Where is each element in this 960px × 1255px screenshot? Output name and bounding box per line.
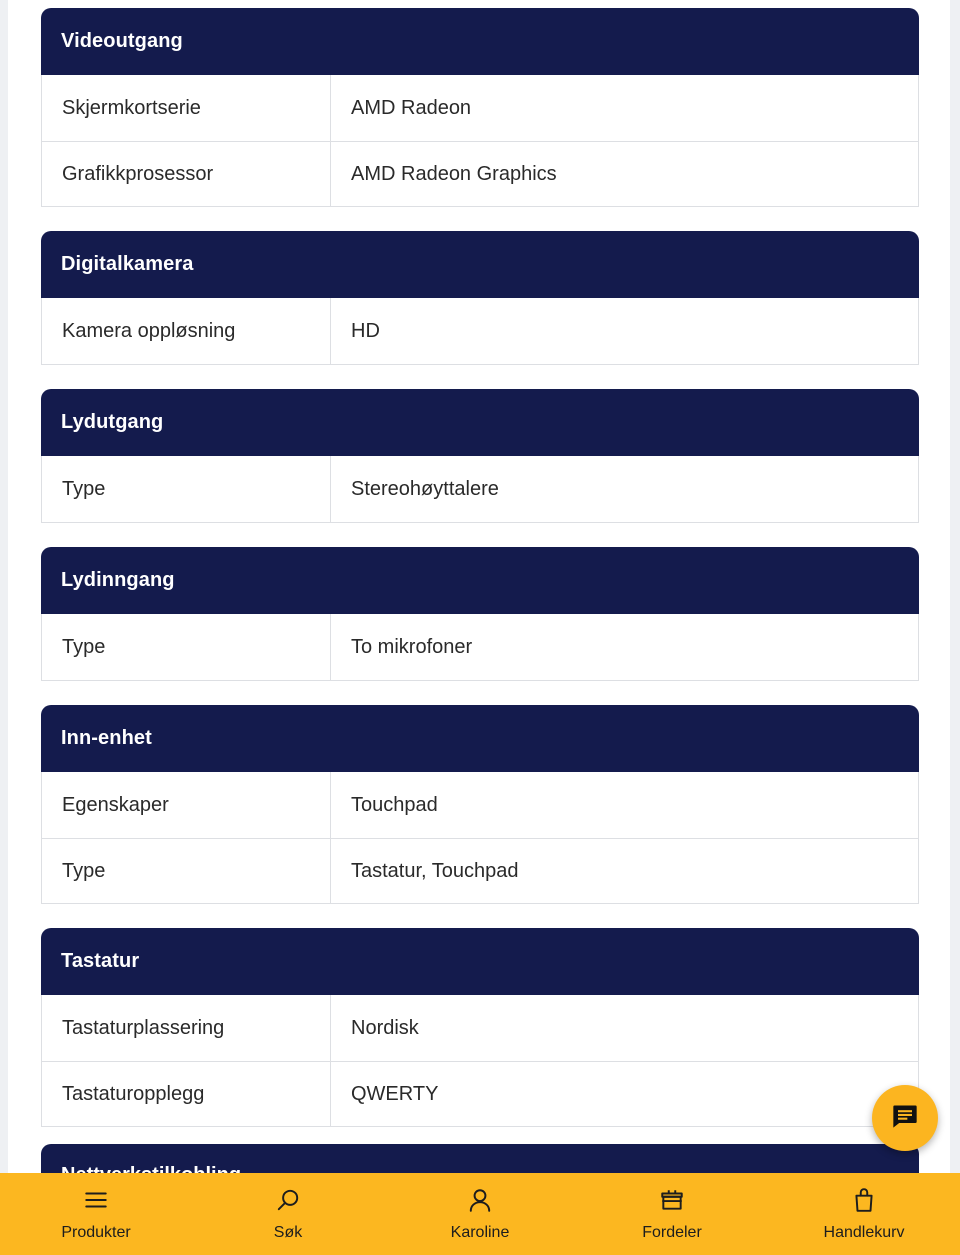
spec-sections bbox=[41, 8, 919, 1151]
nav-label: Produkter bbox=[61, 1224, 131, 1241]
user-icon bbox=[465, 1185, 495, 1215]
spec-label: Kamera oppløsning bbox=[42, 298, 331, 364]
spec-table bbox=[41, 995, 919, 1127]
spec-label: Type bbox=[42, 456, 331, 522]
spec-label: Tastaturplassering bbox=[42, 995, 331, 1061]
section-header: Lydutgang bbox=[41, 389, 919, 456]
spec-label: Grafikkprosessor bbox=[42, 142, 331, 206]
spec-label: Skjermkortserie bbox=[42, 75, 331, 141]
spec-row bbox=[42, 141, 918, 206]
spec-section-inn-enhet bbox=[41, 705, 919, 904]
spec-section-lydinngang bbox=[41, 547, 919, 681]
nav-item-sok[interactable] bbox=[192, 1173, 384, 1255]
section-header: Tastatur bbox=[41, 928, 919, 995]
spec-row bbox=[42, 995, 918, 1061]
spec-value: QWERTY bbox=[351, 1082, 439, 1105]
spec-label: Tastaturopplegg bbox=[42, 1062, 331, 1126]
spec-value: HD bbox=[351, 319, 380, 342]
chat-icon bbox=[891, 1102, 919, 1135]
section-header: Inn-enhet bbox=[41, 705, 919, 772]
spec-value: Tastatur, Touchpad bbox=[351, 859, 519, 882]
section-header: Videoutgang bbox=[41, 8, 919, 75]
spec-row bbox=[42, 772, 918, 838]
nav-item-handlekurv[interactable] bbox=[768, 1173, 960, 1255]
bottom-navigation bbox=[0, 1173, 960, 1255]
nav-label: Søk bbox=[273, 1224, 303, 1241]
section-header: Digitalkamera bbox=[41, 231, 919, 298]
spec-label: Type bbox=[42, 614, 331, 680]
nav-label: Fordeler bbox=[642, 1224, 702, 1241]
spec-value: Nordisk bbox=[351, 1016, 419, 1039]
section-header: Lydinngang bbox=[41, 547, 919, 614]
spec-row bbox=[42, 456, 918, 522]
spec-section-videoutgang bbox=[41, 8, 919, 207]
spec-value: Touchpad bbox=[351, 793, 438, 816]
nav-label: Karoline bbox=[450, 1224, 510, 1241]
gift-icon bbox=[657, 1185, 687, 1215]
menu-icon bbox=[81, 1185, 111, 1215]
spec-row bbox=[42, 1061, 918, 1126]
spec-value: AMD Radeon bbox=[351, 96, 472, 119]
nav-item-fordeler[interactable] bbox=[576, 1173, 768, 1255]
spec-row bbox=[42, 75, 918, 141]
spec-section-tastatur bbox=[41, 928, 919, 1127]
spec-row bbox=[42, 614, 918, 680]
search-icon bbox=[273, 1185, 303, 1215]
spec-table bbox=[41, 614, 919, 681]
spec-label: Egenskaper bbox=[42, 772, 331, 838]
spec-value: AMD Radeon Graphics bbox=[351, 162, 557, 185]
spec-label: Type bbox=[42, 839, 331, 903]
spec-row bbox=[42, 838, 918, 903]
spec-section-lydutgang bbox=[41, 389, 919, 523]
spec-table bbox=[41, 456, 919, 523]
spec-section-digitalkamera bbox=[41, 231, 919, 365]
spec-table bbox=[41, 772, 919, 904]
spec-table bbox=[41, 298, 919, 365]
spec-row bbox=[42, 298, 918, 364]
spec-value: To mikrofoner bbox=[351, 635, 473, 658]
nav-item-karoline[interactable] bbox=[384, 1173, 576, 1255]
chat-button[interactable] bbox=[872, 1085, 938, 1151]
shopping-bag-icon bbox=[849, 1185, 879, 1215]
nav-item-produkter[interactable] bbox=[0, 1173, 192, 1255]
nav-label: Handlekurv bbox=[823, 1224, 905, 1241]
spec-value: Stereohøyttalere bbox=[351, 477, 499, 500]
spec-table bbox=[41, 75, 919, 207]
